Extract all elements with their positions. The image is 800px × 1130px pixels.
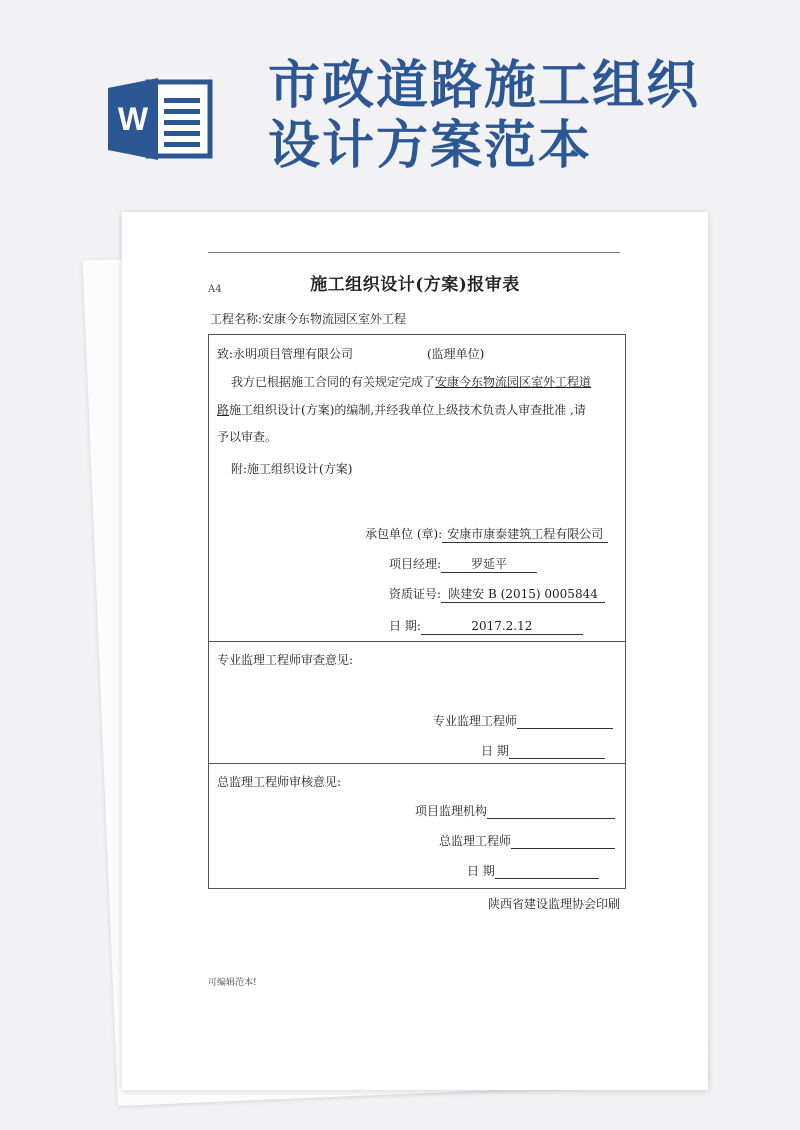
banner-title-line-2: 设计方案范本 — [268, 116, 593, 176]
contractor-value: 安康市康泰建筑工程有限公司 — [442, 527, 608, 543]
body-line-2 — [217, 401, 586, 418]
specialist-review-heading: 专业监理工程师审查意见: — [217, 653, 354, 667]
supervision-agency-line — [487, 805, 615, 819]
specialist-engineer-label: 专业监理工程师 — [433, 714, 518, 728]
specialist-date-label: 日 期 — [481, 744, 509, 758]
manager-row — [389, 555, 537, 573]
submission-section — [208, 334, 626, 642]
project-name-line — [210, 310, 406, 327]
specialist-review-section — [208, 641, 626, 764]
specialist-engineer-signature-line — [517, 715, 613, 729]
word-document-icon — [108, 78, 216, 160]
chief-review-section — [208, 763, 626, 889]
contractor-label: 承包单位 (章): — [365, 527, 443, 541]
specialist-engineer-row — [433, 712, 613, 729]
submit-date-label: 日 期: — [389, 619, 421, 633]
body-line-1 — [231, 373, 591, 390]
license-row — [389, 585, 605, 603]
submit-date-row — [389, 617, 583, 635]
addressee-label: 致: — [217, 347, 234, 361]
supervision-agency-label: 项目监理机构 — [415, 804, 488, 818]
supervision-agency-row — [415, 802, 615, 819]
form-title: 施工组织设计(方案)报审表 — [310, 275, 520, 295]
specialist-date-row — [481, 742, 605, 759]
addressee-org: 永明项目管理有限公司 — [233, 347, 354, 361]
body-line-3: 予以审查。 — [217, 430, 278, 444]
chief-date-line — [495, 865, 599, 879]
banner-title-line-1: 市政道路施工组织 — [268, 56, 701, 116]
project-label: 工程名称: — [210, 312, 263, 326]
submit-date-value: 2017.2.12 — [421, 619, 583, 635]
chief-engineer-label: 总监理工程师 — [439, 834, 512, 848]
chief-date-row — [467, 862, 599, 879]
chief-engineer-signature-line — [511, 835, 615, 849]
license-value: 陕建安 B (2015) 0005844 — [441, 587, 605, 603]
attachment-line: 附:施工组织设计(方案) — [231, 462, 353, 476]
chief-engineer-row — [439, 832, 615, 849]
body-project-name-end: 路 — [217, 403, 230, 417]
header-rule — [208, 252, 620, 253]
project-name: 安康今东物流园区室外工程 — [262, 312, 407, 326]
word-icon-letter: W — [117, 101, 149, 137]
document-page — [122, 212, 708, 1090]
body-project-name: 安康今东物流园区室外工程道 — [435, 375, 592, 389]
manager-value: 罗延平 — [441, 557, 537, 573]
contractor-row — [365, 525, 608, 543]
paper-size-label: A4 — [208, 284, 222, 295]
addressee-role: (监理单位) — [427, 347, 485, 361]
printer-association: 陕西省建设监理协会印刷 — [487, 897, 620, 911]
body-middle: 施工组织设计(方案)的编制,并经我单位上级技术负责人审查批准 ,请 — [229, 403, 586, 417]
banner-title — [268, 56, 788, 176]
addressee-line — [217, 345, 353, 362]
manager-label: 项目经理: — [389, 557, 442, 571]
editable-note: 可编辑范本! — [208, 978, 257, 988]
license-label: 资质证号: — [389, 587, 442, 601]
body-prefix: 我方已根据施工合同的有关规定完成了 — [231, 375, 436, 389]
specialist-date-line — [509, 745, 605, 759]
chief-date-label: 日 期 — [467, 864, 495, 878]
chief-review-heading: 总监理工程师审核意见: — [217, 775, 342, 789]
